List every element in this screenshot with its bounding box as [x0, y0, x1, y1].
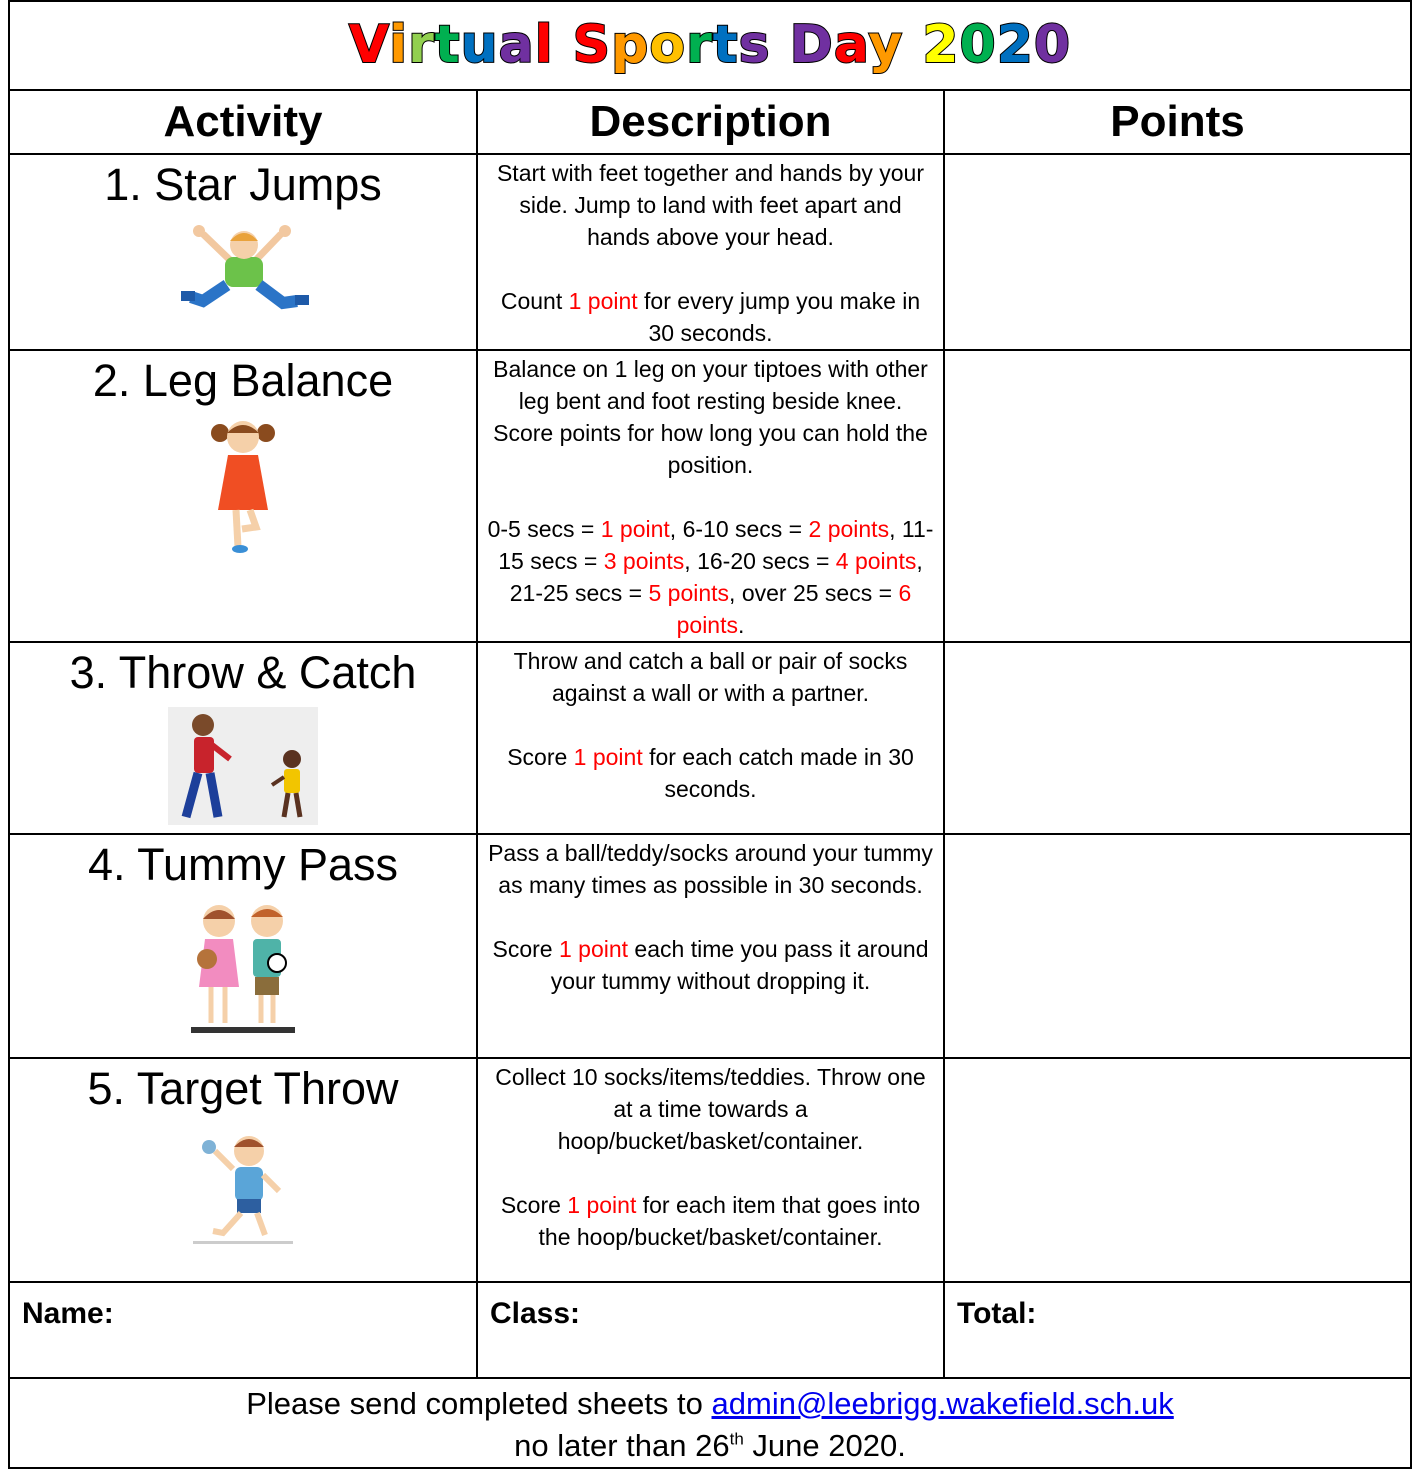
description-text: , 21-25 secs =: [509, 548, 923, 606]
description-text: Score: [492, 936, 559, 962]
activity-description: [477, 1058, 944, 1282]
page-title: [349, 15, 1071, 75]
title-letter: r: [686, 15, 713, 75]
description-paragraph: [486, 285, 935, 349]
title-letter: s: [738, 15, 771, 75]
title-letter: r: [408, 15, 435, 75]
description-text: 0-5 secs =: [487, 516, 601, 542]
description-text: Score: [507, 744, 574, 770]
title-letter: a: [833, 15, 869, 75]
title-word: [922, 15, 1071, 75]
title-letter: u: [460, 15, 499, 75]
sports-day-sheet: [8, 0, 1412, 1469]
title-word: [790, 15, 904, 75]
activity-cell: [9, 154, 477, 350]
description-text: Count: [500, 288, 569, 314]
title-letter: t: [712, 15, 739, 75]
submission-text: Please send completed sheets to: [246, 1386, 712, 1421]
description-text: .: [737, 612, 745, 638]
activity-row: [9, 350, 1411, 642]
points-cell[interactable]: [944, 1058, 1411, 1282]
points-highlight: 4 points: [835, 548, 917, 574]
description-paragraph: [486, 1189, 935, 1253]
activity-cell: [9, 642, 477, 834]
activity-row: [9, 642, 1411, 834]
ordinal-suffix: th: [729, 1429, 744, 1449]
title-letter: a: [498, 15, 535, 75]
points-highlight: 1 point: [573, 744, 643, 770]
points-highlight: 5 points: [648, 580, 730, 606]
submission-note: [9, 1378, 1411, 1468]
points-highlight: 1 point: [567, 1192, 637, 1218]
title-letter: 0: [959, 15, 997, 75]
activity-row: [9, 154, 1411, 350]
title-letter: S: [572, 15, 612, 75]
activity-row: [9, 834, 1411, 1058]
description-paragraph: [486, 741, 935, 805]
email-link[interactable]: admin@leebrigg.wakefield.sch.uk: [711, 1386, 1174, 1421]
description-text: for each catch made in 30 seconds.: [642, 744, 914, 802]
throwing-boy-icon: [193, 1123, 293, 1247]
description-paragraph: [486, 513, 935, 641]
balancing-girl-icon: [198, 415, 288, 555]
description-paragraph: [486, 645, 935, 709]
activity-row: [9, 1058, 1411, 1282]
paragraph-gap: [486, 901, 935, 933]
title-letter: V: [348, 15, 390, 75]
star-jump-child-icon: [173, 219, 313, 319]
points-highlight: 1 point: [558, 936, 629, 962]
description-text: Balance on 1 leg on your tiptoes with other leg bent and foot resting beside knee. Score points for how long you can hold the position.: [493, 356, 928, 478]
paragraph-gap: [486, 1157, 935, 1189]
header-activity: Activity: [9, 90, 477, 154]
title-letter: 2: [922, 15, 960, 75]
description-paragraph: [486, 837, 935, 901]
paragraph-gap: [486, 709, 935, 741]
description-text: Start with feet together and hands by your side. Jump to land with feet apart and hands above your head.: [496, 160, 925, 250]
points-highlight: 6 points: [676, 580, 912, 638]
paragraph-gap: [486, 253, 935, 285]
title-letter: p: [611, 15, 650, 75]
description-paragraph: [486, 157, 935, 253]
submission-line-2: [10, 1425, 1410, 1467]
class-label: Class:: [490, 1297, 581, 1330]
paragraph-gap: [486, 481, 935, 513]
description-text: Throw and catch a ball or pair of socks against a wall or with a partner.: [513, 648, 908, 706]
description-paragraph: [486, 933, 935, 997]
activity-cell: [9, 834, 477, 1058]
title-letter: o: [649, 15, 687, 75]
description-text: , 6-10 secs =: [669, 516, 809, 542]
activity-description: [477, 834, 944, 1058]
deadline-suffix: June 2020.: [743, 1428, 906, 1463]
activity-cell: [9, 350, 477, 642]
title-letter: 0: [1033, 15, 1072, 75]
title-letter: i: [389, 15, 409, 75]
deadline-text: no later than 26: [514, 1428, 730, 1463]
name-label: Name:: [22, 1297, 114, 1330]
description-text: , 16-20 secs =: [684, 548, 836, 574]
activity-name: 2. Leg Balance: [92, 355, 394, 406]
description-text: for each item that goes into the hoop/bucket/basket/container.: [538, 1192, 921, 1250]
total-field[interactable]: [944, 1282, 1411, 1378]
title-word: [573, 15, 771, 75]
points-cell[interactable]: [944, 154, 1411, 350]
title-letter: D: [789, 15, 834, 75]
total-label: Total:: [957, 1297, 1037, 1330]
points-highlight: 1 point: [568, 288, 638, 314]
throw-catch-children-icon: [168, 707, 318, 825]
description-paragraph: [486, 353, 935, 481]
title-cell: [9, 1, 1411, 90]
activity-description: [477, 154, 944, 350]
description-text: for every jump you make in 30 seconds.: [637, 288, 921, 346]
header-points: Points: [944, 90, 1411, 154]
description-text: Score: [500, 1192, 568, 1218]
description-text: each time you pass it around your tummy without dropping it.: [550, 936, 929, 994]
activity-description: [477, 642, 944, 834]
title-letter: l: [534, 15, 554, 75]
title-letter: y: [868, 15, 904, 75]
activity-cell: [9, 1058, 477, 1282]
description-paragraph: [486, 1061, 935, 1157]
title-word: [349, 15, 554, 75]
submission-line-1: [10, 1383, 1410, 1425]
header-description: Description: [477, 90, 944, 154]
name-field[interactable]: [9, 1282, 477, 1378]
activity-description: [477, 350, 944, 642]
points-highlight: 2 points: [808, 516, 890, 542]
description-text: , over 25 secs =: [729, 580, 899, 606]
activity-name: 1. Star Jumps: [104, 159, 382, 210]
points-cell[interactable]: [944, 834, 1411, 1058]
points-highlight: 1 point: [600, 516, 670, 542]
title-letter: t: [434, 15, 461, 75]
activity-name: 5. Target Throw: [87, 1063, 399, 1114]
activity-name: 3. Throw & Catch: [69, 647, 417, 698]
description-text: , 11-15 secs =: [498, 516, 934, 574]
class-field[interactable]: [477, 1282, 944, 1378]
description-text: Collect 10 socks/items/teddies. Throw one at a time towards a hoop/bucket/basket/container.: [495, 1064, 926, 1154]
points-cell[interactable]: [944, 350, 1411, 642]
points-highlight: 3 points: [603, 548, 685, 574]
activity-name: 4. Tummy Pass: [87, 839, 399, 890]
title-letter: 2: [996, 15, 1034, 75]
description-text: Pass a ball/teddy/socks around your tummy as many times as possible in 30 seconds.: [488, 840, 933, 898]
points-cell[interactable]: [944, 642, 1411, 834]
two-children-icon: [191, 899, 295, 1035]
